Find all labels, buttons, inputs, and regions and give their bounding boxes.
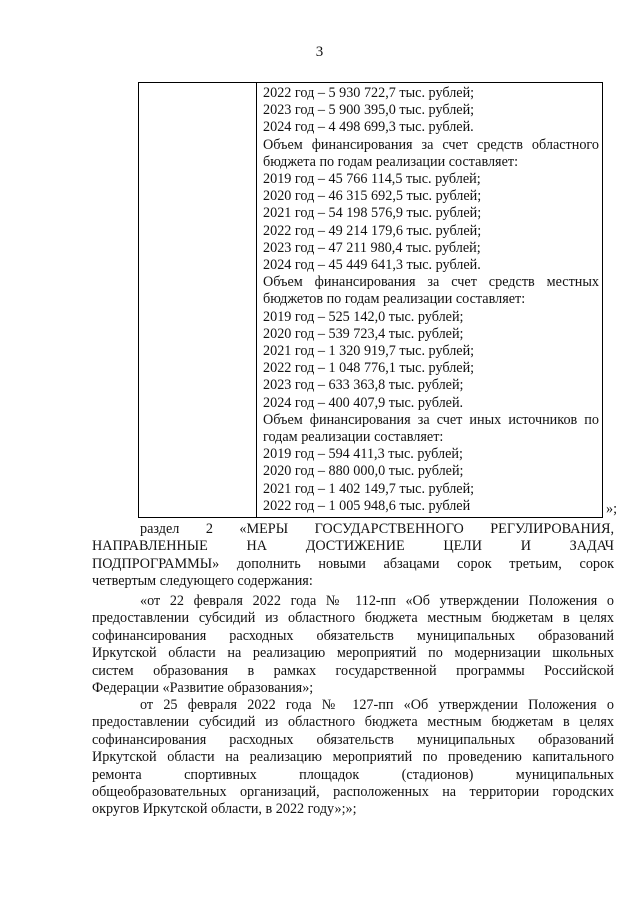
paragraph-line: предоставлении субсидий из областного бюджета местным бюджетам в целях bbox=[92, 610, 614, 627]
paragraph-line: предоставлении субсидий из областного бюджета местным бюджетам в целях bbox=[92, 714, 614, 731]
paragraph-line: софинансирования расходных обязательств муниципальных образований bbox=[92, 731, 614, 748]
paragraph-line: округов Иркутской области, в 2022 году»;»; bbox=[92, 801, 357, 818]
table-line: 2019 год – 594 411,3 тыс. рублей; bbox=[263, 446, 463, 463]
table-line: 2022 год – 1 048 776,1 тыс. рублей; bbox=[263, 360, 475, 377]
table-line: 2023 год – 633 363,8 тыс. рублей; bbox=[263, 377, 464, 394]
paragraph-line: четвертым следующего содержания: bbox=[92, 573, 313, 590]
table-line: 2022 год – 5 930 722,7 тыс. рублей; bbox=[263, 85, 475, 101]
paragraph-line: ПОДПРОГРАММЫ» дополнить новыми абзацами сорок третьим, сорок bbox=[92, 555, 614, 572]
paragraph-line: софинансирования расходных обязательств муниципальных образований bbox=[92, 627, 614, 644]
paragraph-line: «от 22 февраля 2022 года № 112-пп «Об утверждении Положения о bbox=[140, 593, 614, 609]
table-line: 2019 год – 45 766 114,5 тыс. рублей; bbox=[263, 171, 481, 188]
table-line: 2020 год – 539 723,4 тыс. рублей; bbox=[263, 325, 464, 342]
table-line: 2021 год – 1 320 919,7 тыс. рублей; bbox=[263, 343, 475, 360]
table-line: 2020 год – 880 000,0 тыс. рублей; bbox=[263, 463, 464, 480]
paragraph-line: Иркутской области на реализацию мероприятий по модернизации школьных bbox=[92, 645, 614, 662]
table-line: 2024 год – 4 498 699,3 тыс. рублей. bbox=[263, 119, 474, 136]
table-line: годам реализации составляет: bbox=[263, 429, 444, 446]
paragraph-line: от 25 февраля 2022 года № 127-пп «Об утверждении Положения о bbox=[140, 697, 614, 713]
table-line: 2022 год – 49 214 179,6 тыс. рублей; bbox=[263, 222, 482, 239]
page-number: 3 bbox=[315, 44, 324, 60]
table-closing-quote: »; bbox=[606, 501, 618, 517]
table-line: 2023 год – 47 211 980,4 тыс. рублей; bbox=[263, 239, 481, 256]
table-line: 2023 год – 5 900 395,0 тыс. рублей; bbox=[263, 102, 475, 119]
table-line: 2019 год – 525 142,0 тыс. рублей; bbox=[263, 308, 464, 325]
paragraph-resolution-127 bbox=[92, 697, 614, 819]
paragraph-resolution-112 bbox=[92, 593, 614, 697]
table-line: бюджетов по годам реализации составляет: bbox=[263, 291, 526, 308]
table-line: Объем финансирования за счет средств областного bbox=[263, 136, 599, 153]
paragraph-line: Федерации «Развитие образования»; bbox=[92, 680, 314, 697]
table-line: 2020 год – 46 315 692,5 тыс. рублей; bbox=[263, 188, 482, 205]
paragraph-line: систем образования в рамках государственной программы Российской bbox=[92, 662, 614, 679]
table-line: Объем финансирования за счет средств местных bbox=[263, 274, 599, 291]
table-line: 2022 год – 1 005 948,6 тыс. рублей bbox=[263, 497, 471, 514]
table-line: 2021 год – 1 402 149,7 тыс. рублей; bbox=[263, 480, 475, 497]
paragraph-line: Иркутской области на реализацию мероприятий по проведению капитального bbox=[92, 749, 614, 766]
table-right-column bbox=[263, 85, 599, 515]
table-line: Объем финансирования за счет иных источников по bbox=[263, 411, 599, 428]
paragraph-line: НАПРАВЛЕННЫЕ НА ДОСТИЖЕНИЕ ЦЕЛИ И ЗАДАЧ bbox=[92, 538, 614, 555]
paragraph-section-2 bbox=[92, 521, 614, 591]
table-line: бюджета по годам реализации составляет: bbox=[263, 153, 519, 170]
paragraph-line: общеобразовательных организаций, расположенных на территории городских bbox=[92, 784, 614, 801]
table-line: 2021 год – 54 198 576,9 тыс. рублей; bbox=[263, 205, 482, 222]
table-line: 2024 год – 400 407,9 тыс. рублей. bbox=[263, 394, 464, 411]
financing-table bbox=[138, 82, 603, 518]
table-left-column bbox=[139, 83, 257, 517]
paragraph-line: раздел 2 «МЕРЫ ГОСУДАРСТВЕННОГО РЕГУЛИРОВАНИЯ, bbox=[140, 521, 614, 537]
paragraph-line: ремонта спортивных площадок (стадионов) муниципальных bbox=[92, 766, 614, 783]
table-line: 2024 год – 45 449 641,3 тыс. рублей. bbox=[263, 257, 481, 274]
